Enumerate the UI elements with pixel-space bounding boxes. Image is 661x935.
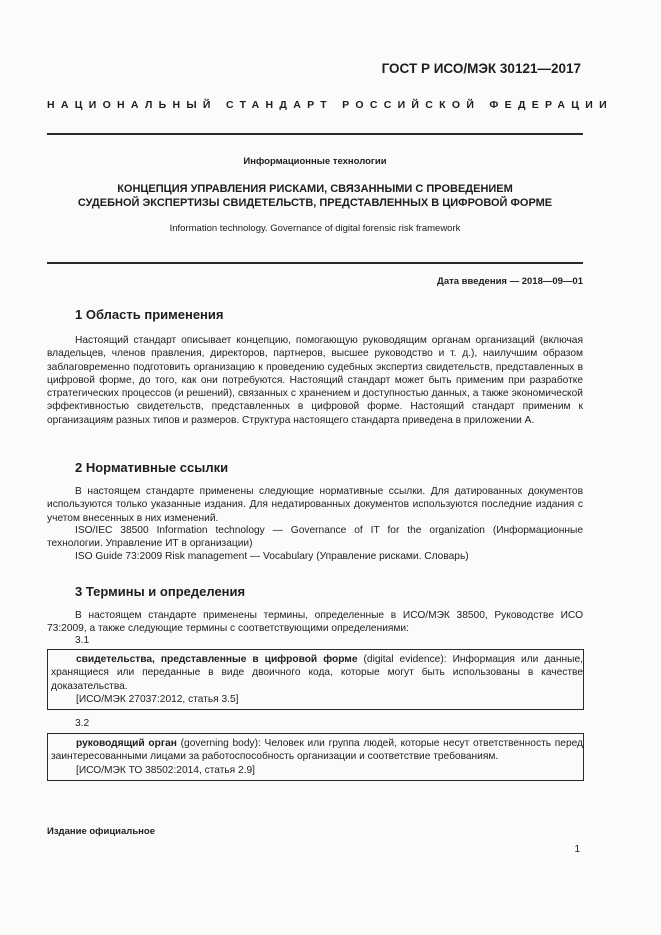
official-edition-label: Издание официальное <box>47 826 155 837</box>
document-title <box>47 182 583 210</box>
introduction-date: Дата введения — 2018—09—01 <box>437 276 583 287</box>
term-3-1-number: 3.1 <box>75 635 90 646</box>
term-3-1-definition <box>51 653 583 693</box>
page-number: 1 <box>574 844 580 855</box>
term-3-2-number: 3.2 <box>75 718 90 729</box>
national-standard-heading: НАЦИОНАЛЬНЫЙ СТАНДАРТ РОССИЙСКОЙ ФЕДЕРАЦИИ <box>47 99 613 111</box>
term-3-1-source: [ИСО/МЭК 27037:2012, статья 3.5] <box>76 693 239 705</box>
document-code: ГОСТ Р ИСО/МЭК 30121—2017 <box>381 61 581 76</box>
section-1-paragraph: Настоящий стандарт описывает концепцию, помогающую руководящим органам организаций (включая владельцев, членов правления, директоров, партнеров, высшее руководство и т. д.), наилучшим образом заблаговременно подготовить организацию к проведению судебных экспертиз свидетельств, представленных в цифровой форме, до того, как они потребуются. Настоящий стандарт может быть применим при разработке стратегических процессов (и решений), связанных с хранением и доступностью данных, а также экономической эффективностью свидетельств, представленных в цифровой форме. Настоящий стандарт применим к организациям разных типов и размеров. Структура настоящего стандарта приведена в приложении А. <box>47 335 583 426</box>
title-line-1: КОНЦЕПЦИЯ УПРАВЛЕНИЯ РИСКАМИ, СВЯЗАННЫМИ С ПРОВЕДЕНИЕМ <box>117 183 513 195</box>
english-title: Information technology. Governance of digital forensic risk framework <box>169 223 461 234</box>
term-3-2-box <box>47 733 584 781</box>
term-3-2-definition <box>51 737 583 764</box>
normative-reference-1: ISO/IEC 38500 Information technology — Governance of IT for the organization (Информационные технологии. Управление ИТ в организации) <box>47 525 583 550</box>
title-rule <box>47 262 583 264</box>
section-3-paragraph: В настоящем стандарте применены термины, определенные в ИСО/МЭК 38500, Руководстве ИСО 73:2009, а также следующие термины с соответствующими определениями: <box>47 610 583 635</box>
section-2-heading: 2 Нормативные ссылки <box>75 460 229 475</box>
term-3-2-source: [ИСО/МЭК ТО 38502:2014, статья 2.9] <box>76 764 256 776</box>
pre-title: Информационные технологии <box>243 156 387 167</box>
header-rule <box>47 133 583 135</box>
term-3-2-text: (governing body): Человек или группа людей, которые несут ответственность перед заинтересованными лицами за работоспособность организации и соответствие требованиям. <box>51 738 583 763</box>
section-2-paragraph: В настоящем стандарте применены следующие нормативные ссылки. Для датированных документов используются только указанные издания. Для недатированных документов используются последние издания с учетом внесенных в них изменений. <box>47 486 583 524</box>
term-3-2-term: руководящий орган <box>76 738 177 749</box>
section-1-heading: 1 Область применения <box>75 307 224 322</box>
normative-reference-2: ISO Guide 73:2009 Risk management — Vocabulary (Управление рисками. Словарь) <box>75 551 469 562</box>
title-line-2: СУДЕБНОЙ ЭКСПЕРТИЗЫ СВИДЕТЕЛЬСТВ, ПРЕДСТАВЛЕННЫХ В ЦИФРОВОЙ ФОРМЕ <box>77 197 553 209</box>
term-3-1-text: (digital evidence): Информация или данные, хранящиеся или переданные в виде двоичного кода, которые могут быть использованы в качестве доказательства. <box>51 654 584 692</box>
term-3-1-box <box>47 649 584 710</box>
section-3-heading: 3 Термины и определения <box>75 584 246 599</box>
term-3-1-term: свидетельства, представленные в цифровой форме <box>76 654 358 665</box>
